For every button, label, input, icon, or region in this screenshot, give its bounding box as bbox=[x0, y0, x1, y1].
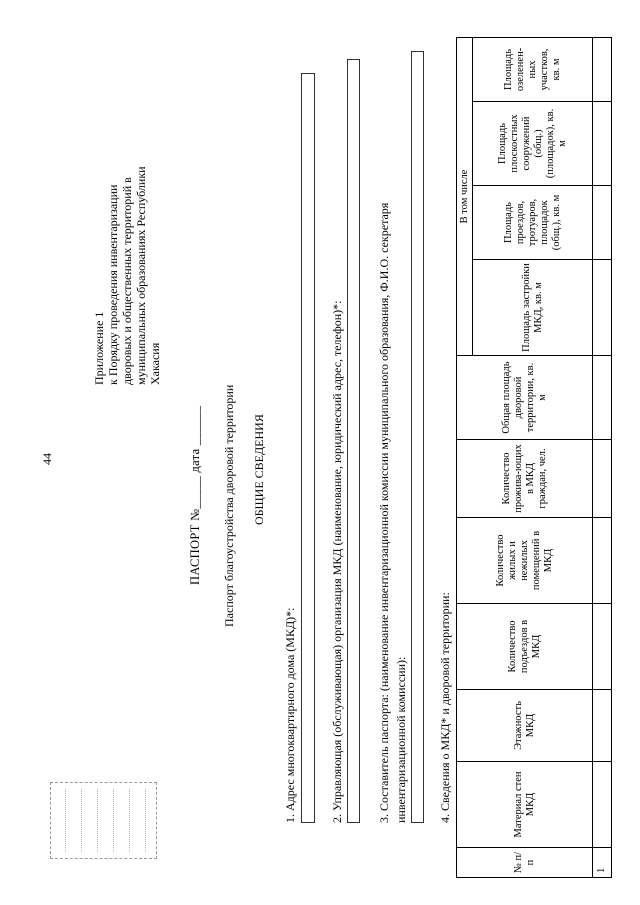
cell-flat-structures-area[interactable] bbox=[593, 102, 612, 186]
page-number: 44 bbox=[40, 453, 54, 465]
col-header-including: В том числе bbox=[457, 37, 473, 355]
table-row bbox=[593, 37, 612, 877]
appendix-line: муниципальных образованиях Республики bbox=[134, 166, 148, 385]
cell-total-area[interactable] bbox=[593, 356, 612, 440]
cell-building-area[interactable] bbox=[593, 260, 612, 356]
address-field[interactable] bbox=[301, 73, 315, 823]
management-org-label: 2. Управляющая (обслуживающая) организация МКД (наименование, юридический адрес, телефон)*: bbox=[330, 300, 344, 823]
appendix-note bbox=[92, 55, 162, 385]
cell-wall-material[interactable] bbox=[593, 762, 612, 848]
table-header-row bbox=[457, 37, 473, 877]
appendix-line: дворовых и общественных территорий в bbox=[120, 177, 134, 385]
appendix-line: к Порядку проведения инвентаризации bbox=[106, 184, 120, 385]
col-header-driveways-area: Площадь проездов, тротуаров, площадок (общ.), кв. м bbox=[473, 186, 593, 260]
cell-premises[interactable] bbox=[593, 518, 612, 604]
cell-green-area[interactable] bbox=[593, 37, 612, 101]
address-label: 1. Адрес многоквартирного дома (МКД)*: bbox=[283, 607, 297, 823]
cell-num: 1 bbox=[593, 848, 612, 878]
passport-title: ПАСПОРТ №_____ дата ______ bbox=[188, 405, 202, 585]
management-org-field[interactable] bbox=[347, 59, 360, 823]
col-header-entrances: Количество подъездов в МКД bbox=[457, 604, 593, 690]
col-header-floors: Этажность МКД bbox=[457, 690, 593, 762]
col-header-premises: Количество жилых и нежилых помещений в МКД bbox=[457, 518, 593, 604]
appendix-line: Хакасия bbox=[148, 342, 162, 385]
compiler-label-continued: инвентаризационной комиссии): bbox=[394, 656, 408, 823]
col-header-building-area: Площадь застройки МКД, кв. м bbox=[473, 260, 593, 356]
mkd-info-label: 4. Сведения о МКД* и дворовой территории: bbox=[438, 592, 452, 823]
col-header-total-area: Общая площадь дворовой территории, кв. м bbox=[457, 356, 593, 440]
passport-subtitle: Паспорт благоустройства дворовой территории bbox=[222, 384, 236, 627]
appendix-line: Приложение 1 bbox=[92, 311, 106, 385]
col-header-num: № п/п bbox=[457, 848, 593, 878]
col-header-flat-structures-area: Площадь плоскостных сооружений (общ.) (площадок), кв. м bbox=[473, 102, 593, 186]
col-header-residents: Количество прожива-ющих в МКД граждан, чел. bbox=[457, 440, 593, 518]
cell-driveways-area[interactable] bbox=[593, 186, 612, 260]
mkd-info-table bbox=[456, 37, 612, 878]
compiler-label: 3. Составитель паспорта: (наименование инвентаризационной комиссии муниципального образования, Ф.И.О. секретаря bbox=[377, 202, 391, 823]
cell-entrances[interactable] bbox=[593, 604, 612, 690]
cell-floors[interactable] bbox=[593, 690, 612, 762]
cell-residents[interactable] bbox=[593, 440, 612, 518]
col-header-wall-material: Материал стен МКД bbox=[457, 762, 593, 848]
general-info-heading: ОБЩИЕ СВЕДЕНИЯ bbox=[252, 414, 266, 525]
compiler-field[interactable] bbox=[411, 51, 424, 823]
col-header-green-area: Площадь озеленен-ных участков, кв. м bbox=[473, 37, 593, 101]
scanned-stamp bbox=[50, 782, 157, 859]
